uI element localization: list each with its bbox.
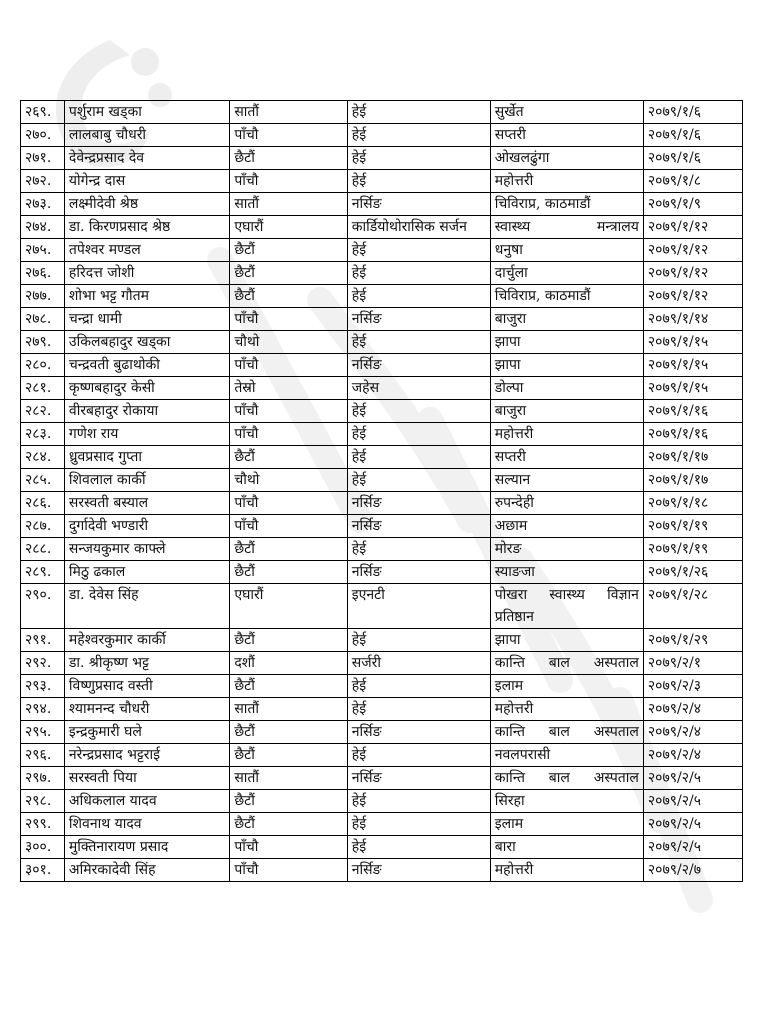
group-cell: हेई [347, 124, 490, 147]
table-row [21, 652, 743, 675]
table-row [21, 147, 743, 170]
group-cell: हेई [347, 698, 490, 721]
office-cell: कान्ति बाल अस्पताल [490, 767, 643, 790]
serial-number-cell: २८१. [21, 377, 65, 400]
name-cell: सरस्वती बस्याल [64, 492, 229, 515]
serial-number-cell: २९४. [21, 698, 65, 721]
name-cell: चन्द्रवती बुढाथोकी [64, 354, 229, 377]
office-cell: महोत्तरी [490, 859, 643, 882]
group-cell: हेई [347, 446, 490, 469]
level-cell: सातौं [230, 193, 347, 216]
table-row [21, 492, 743, 515]
serial-number-cell: २८७. [21, 515, 65, 538]
table-row [21, 193, 743, 216]
date-cell: २०७९/२/५ [643, 790, 742, 813]
group-cell: हेई [347, 285, 490, 308]
group-cell: नर्सिङ [347, 193, 490, 216]
name-cell: शोभा भट्ट गौतम [64, 285, 229, 308]
table-row [21, 859, 743, 882]
level-cell: पाँचौ [230, 400, 347, 423]
group-cell: हेई [347, 400, 490, 423]
level-cell: सातौं [230, 101, 347, 124]
office-cell: सिरहा [490, 790, 643, 813]
table-row [21, 698, 743, 721]
table-row [21, 744, 743, 767]
name-cell: इन्द्रकुमारी घले [64, 721, 229, 744]
table-row [21, 400, 743, 423]
staff-table [20, 100, 743, 882]
level-cell: सातौं [230, 767, 347, 790]
group-cell: हेई [347, 744, 490, 767]
serial-number-cell: २९३. [21, 675, 65, 698]
serial-number-cell: २९६. [21, 744, 65, 767]
serial-number-cell: २९९. [21, 813, 65, 836]
serial-number-cell: २८६. [21, 492, 65, 515]
level-cell: छैटौं [230, 561, 347, 584]
serial-number-cell: २८२. [21, 400, 65, 423]
group-cell: नर्सिङ [347, 561, 490, 584]
name-cell: कृष्णबहादुर केसी [64, 377, 229, 400]
date-cell: २०७९/१/२९ [643, 629, 742, 652]
level-cell: पाँचौ [230, 170, 347, 193]
office-cell: इलाम [490, 813, 643, 836]
office-cell: सप्तरी [490, 446, 643, 469]
name-cell: डा. किरणप्रसाद श्रेष्ठ [64, 216, 229, 239]
group-cell: हेई [347, 239, 490, 262]
level-cell: छैटौं [230, 721, 347, 744]
level-cell: चौथो [230, 331, 347, 354]
date-cell: २०७९/१/१६ [643, 400, 742, 423]
date-cell: २०७९/१/२८ [643, 584, 742, 629]
group-cell: कार्डियोथोरासिक सर्जन [347, 216, 490, 239]
date-cell: २०७९/१/१७ [643, 446, 742, 469]
date-cell: २०७९/१/१२ [643, 239, 742, 262]
office-cell: सुर्खेत [490, 101, 643, 124]
serial-number-cell: २७३. [21, 193, 65, 216]
date-cell: २०७९/२/४ [643, 721, 742, 744]
date-cell: २०७९/१/६ [643, 101, 742, 124]
table-row [21, 675, 743, 698]
date-cell: २०७९/१/१८ [643, 492, 742, 515]
date-cell: २०७९/१/१२ [643, 262, 742, 285]
serial-number-cell: २८५. [21, 469, 65, 492]
serial-number-cell: २८९. [21, 561, 65, 584]
table-row [21, 584, 743, 629]
office-cell: सप्तरी [490, 124, 643, 147]
table-row [21, 790, 743, 813]
table-row [21, 423, 743, 446]
level-cell: छैटौं [230, 239, 347, 262]
serial-number-cell: ३००. [21, 836, 65, 859]
serial-number-cell: २९७. [21, 767, 65, 790]
level-cell: सातौं [230, 698, 347, 721]
office-cell: धनुषा [490, 239, 643, 262]
name-cell: गणेश राय [64, 423, 229, 446]
group-cell: हेई [347, 790, 490, 813]
date-cell: २०७९/१/१९ [643, 515, 742, 538]
level-cell: पाँचौ [230, 354, 347, 377]
serial-number-cell: २९५. [21, 721, 65, 744]
name-cell: मुक्तिनारायण प्रसाद [64, 836, 229, 859]
name-cell: दुर्गादेवी भण्डारी [64, 515, 229, 538]
date-cell: २०७९/१/१२ [643, 285, 742, 308]
group-cell: हेई [347, 675, 490, 698]
serial-number-cell: २९१. [21, 629, 65, 652]
name-cell: विष्णुप्रसाद वस्ती [64, 675, 229, 698]
level-cell: पाँचौ [230, 515, 347, 538]
table-row [21, 561, 743, 584]
office-cell: झापा [490, 331, 643, 354]
office-cell: स्याङजा [490, 561, 643, 584]
office-cell: रुपन्देही [490, 492, 643, 515]
name-cell: पर्शुराम खड्का [64, 101, 229, 124]
name-cell: देवेन्द्रप्रसाद देव [64, 147, 229, 170]
level-cell: पाँचौ [230, 423, 347, 446]
serial-number-cell: २९८. [21, 790, 65, 813]
name-cell: हरिदत्त जोशी [64, 262, 229, 285]
date-cell: २०७९/१/१७ [643, 469, 742, 492]
name-cell: लक्ष्मीदेवी श्रेष्ठ [64, 193, 229, 216]
serial-number-cell: २८८. [21, 538, 65, 561]
serial-number-cell: २७६. [21, 262, 65, 285]
name-cell: नरेन्द्रप्रसाद भट्टराई [64, 744, 229, 767]
name-cell: शिवनाथ यादव [64, 813, 229, 836]
table-row [21, 469, 743, 492]
group-cell: हेई [347, 813, 490, 836]
serial-number-cell: २७५. [21, 239, 65, 262]
date-cell: २०७९/१/१४ [643, 308, 742, 331]
office-cell: कान्ति बाल अस्पताल [490, 721, 643, 744]
level-cell: पाँचौ [230, 859, 347, 882]
date-cell: २०७९/१/१५ [643, 377, 742, 400]
group-cell: हेई [347, 147, 490, 170]
serial-number-cell: ३०१. [21, 859, 65, 882]
office-cell: पोखरा स्वास्थ्य विज्ञान प्रतिष्ठान [490, 584, 643, 629]
table-row [21, 124, 743, 147]
name-cell: चन्द्रा धामी [64, 308, 229, 331]
serial-number-cell: २७०. [21, 124, 65, 147]
date-cell: २०७९/२/४ [643, 698, 742, 721]
table-row [21, 354, 743, 377]
table-row [21, 101, 743, 124]
table-row [21, 836, 743, 859]
level-cell: दशौं [230, 652, 347, 675]
table-row [21, 446, 743, 469]
group-cell: हेई [347, 101, 490, 124]
serial-number-cell: २७२. [21, 170, 65, 193]
level-cell: छैटौं [230, 147, 347, 170]
group-cell: हेई [347, 170, 490, 193]
office-cell: अछाम [490, 515, 643, 538]
date-cell: २०७९/२/१ [643, 652, 742, 675]
level-cell: छैटौं [230, 262, 347, 285]
table-row [21, 377, 743, 400]
date-cell: २०७९/१/१५ [643, 331, 742, 354]
name-cell: सन्जयकुमार काफ्ले [64, 538, 229, 561]
table-row [21, 170, 743, 193]
level-cell: छैटौं [230, 813, 347, 836]
name-cell: डा. श्रीकृष्ण भट्ट [64, 652, 229, 675]
table-row [21, 331, 743, 354]
level-cell: पाँचौ [230, 124, 347, 147]
group-cell: नर्सिङ [347, 308, 490, 331]
serial-number-cell: २७७. [21, 285, 65, 308]
name-cell: योगेन्द्र दास [64, 170, 229, 193]
serial-number-cell: २९२. [21, 652, 65, 675]
office-cell: महोत्तरी [490, 170, 643, 193]
office-cell: इलाम [490, 675, 643, 698]
name-cell: उकिलबहादुर खड्का [64, 331, 229, 354]
group-cell: हेई [347, 469, 490, 492]
serial-number-cell: २७८. [21, 308, 65, 331]
group-cell: हेई [347, 331, 490, 354]
date-cell: २०७९/२/५ [643, 813, 742, 836]
group-cell: हेई [347, 262, 490, 285]
table-row [21, 216, 743, 239]
name-cell: सरस्वती पिया [64, 767, 229, 790]
name-cell: महेश्वरकुमार कार्की [64, 629, 229, 652]
group-cell: नर्सिङ [347, 354, 490, 377]
date-cell: २०७९/२/४ [643, 744, 742, 767]
serial-number-cell: २८४. [21, 446, 65, 469]
name-cell: अधिकलाल यादव [64, 790, 229, 813]
office-cell: नवलपरासी [490, 744, 643, 767]
group-cell: सर्जरी [347, 652, 490, 675]
office-cell: दार्चुला [490, 262, 643, 285]
name-cell: शिवलाल कार्की [64, 469, 229, 492]
group-cell: नर्सिङ [347, 859, 490, 882]
level-cell: पाँचौ [230, 492, 347, 515]
office-cell: सल्यान [490, 469, 643, 492]
table-row [21, 629, 743, 652]
name-cell: तपेश्वर मण्डल [64, 239, 229, 262]
office-cell: झापा [490, 354, 643, 377]
group-cell: जहेस [347, 377, 490, 400]
level-cell: छैटौं [230, 790, 347, 813]
table-row [21, 538, 743, 561]
table-row [21, 813, 743, 836]
group-cell: इएनटी [347, 584, 490, 629]
group-cell: हेई [347, 629, 490, 652]
group-cell: हेई [347, 423, 490, 446]
table-row [21, 285, 743, 308]
office-cell: बारा [490, 836, 643, 859]
date-cell: २०७९/२/७ [643, 859, 742, 882]
office-cell: बाजुरा [490, 308, 643, 331]
office-cell: बाजुरा [490, 400, 643, 423]
level-cell: पाँचौ [230, 836, 347, 859]
name-cell: श्यामनन्द चौधरी [64, 698, 229, 721]
name-cell: ध्रुवप्रसाद गुप्ता [64, 446, 229, 469]
level-cell: छैटौं [230, 538, 347, 561]
table-row [21, 767, 743, 790]
level-cell: छैटौं [230, 744, 347, 767]
group-cell: नर्सिङ [347, 492, 490, 515]
level-cell: छैटौं [230, 285, 347, 308]
serial-number-cell: २७१. [21, 147, 65, 170]
name-cell: लालबाबु चौधरी [64, 124, 229, 147]
name-cell: अमिरकादेवी सिंह [64, 859, 229, 882]
serial-number-cell: २८०. [21, 354, 65, 377]
date-cell: २०७९/२/३ [643, 675, 742, 698]
office-cell: मोरङ [490, 538, 643, 561]
serial-number-cell: २६९. [21, 101, 65, 124]
date-cell: २०७९/१/१५ [643, 354, 742, 377]
date-cell: २०७९/२/५ [643, 767, 742, 790]
office-cell: कान्ति बाल अस्पताल [490, 652, 643, 675]
name-cell: मिठु ढकाल [64, 561, 229, 584]
office-cell: डोल्पा [490, 377, 643, 400]
level-cell: तेस्रो [230, 377, 347, 400]
level-cell: छैटौं [230, 629, 347, 652]
group-cell: नर्सिङ [347, 721, 490, 744]
office-cell: महोत्तरी [490, 698, 643, 721]
table-row [21, 239, 743, 262]
serial-number-cell: २९०. [21, 584, 65, 629]
level-cell: छैटौं [230, 446, 347, 469]
level-cell: चौथो [230, 469, 347, 492]
table-row [21, 721, 743, 744]
serial-number-cell: २८३. [21, 423, 65, 446]
office-cell: चिविराप्र, काठमाडौं [490, 193, 643, 216]
office-cell: झापा [490, 629, 643, 652]
level-cell: एघारौं [230, 216, 347, 239]
office-cell: स्वास्थ्य मन्त्रालय [490, 216, 643, 239]
serial-number-cell: २७४. [21, 216, 65, 239]
level-cell: पाँचौ [230, 308, 347, 331]
date-cell: २०७९/२/५ [643, 836, 742, 859]
date-cell: २०७९/१/१२ [643, 216, 742, 239]
group-cell: नर्सिङ [347, 767, 490, 790]
group-cell: नर्सिङ [347, 515, 490, 538]
office-cell: चिविराप्र, काठमाडौं [490, 285, 643, 308]
serial-number-cell: २७९. [21, 331, 65, 354]
table-row [21, 515, 743, 538]
date-cell: २०७९/१/६ [643, 124, 742, 147]
office-cell: ओखलढुंगा [490, 147, 643, 170]
level-cell: छैटौं [230, 675, 347, 698]
date-cell: २०७९/१/८ [643, 170, 742, 193]
group-cell: हेई [347, 836, 490, 859]
date-cell: २०७९/१/६ [643, 147, 742, 170]
date-cell: २०७९/१/१६ [643, 423, 742, 446]
date-cell: २०७९/१/१९ [643, 538, 742, 561]
group-cell: हेई [347, 538, 490, 561]
table-row [21, 308, 743, 331]
name-cell: डा. देवेस सिंह [64, 584, 229, 629]
table-row [21, 262, 743, 285]
office-cell: महोत्तरी [490, 423, 643, 446]
date-cell: २०७९/१/९ [643, 193, 742, 216]
name-cell: वीरबहादुर रोकाया [64, 400, 229, 423]
level-cell: एघारौं [230, 584, 347, 629]
date-cell: २०७९/१/२६ [643, 561, 742, 584]
